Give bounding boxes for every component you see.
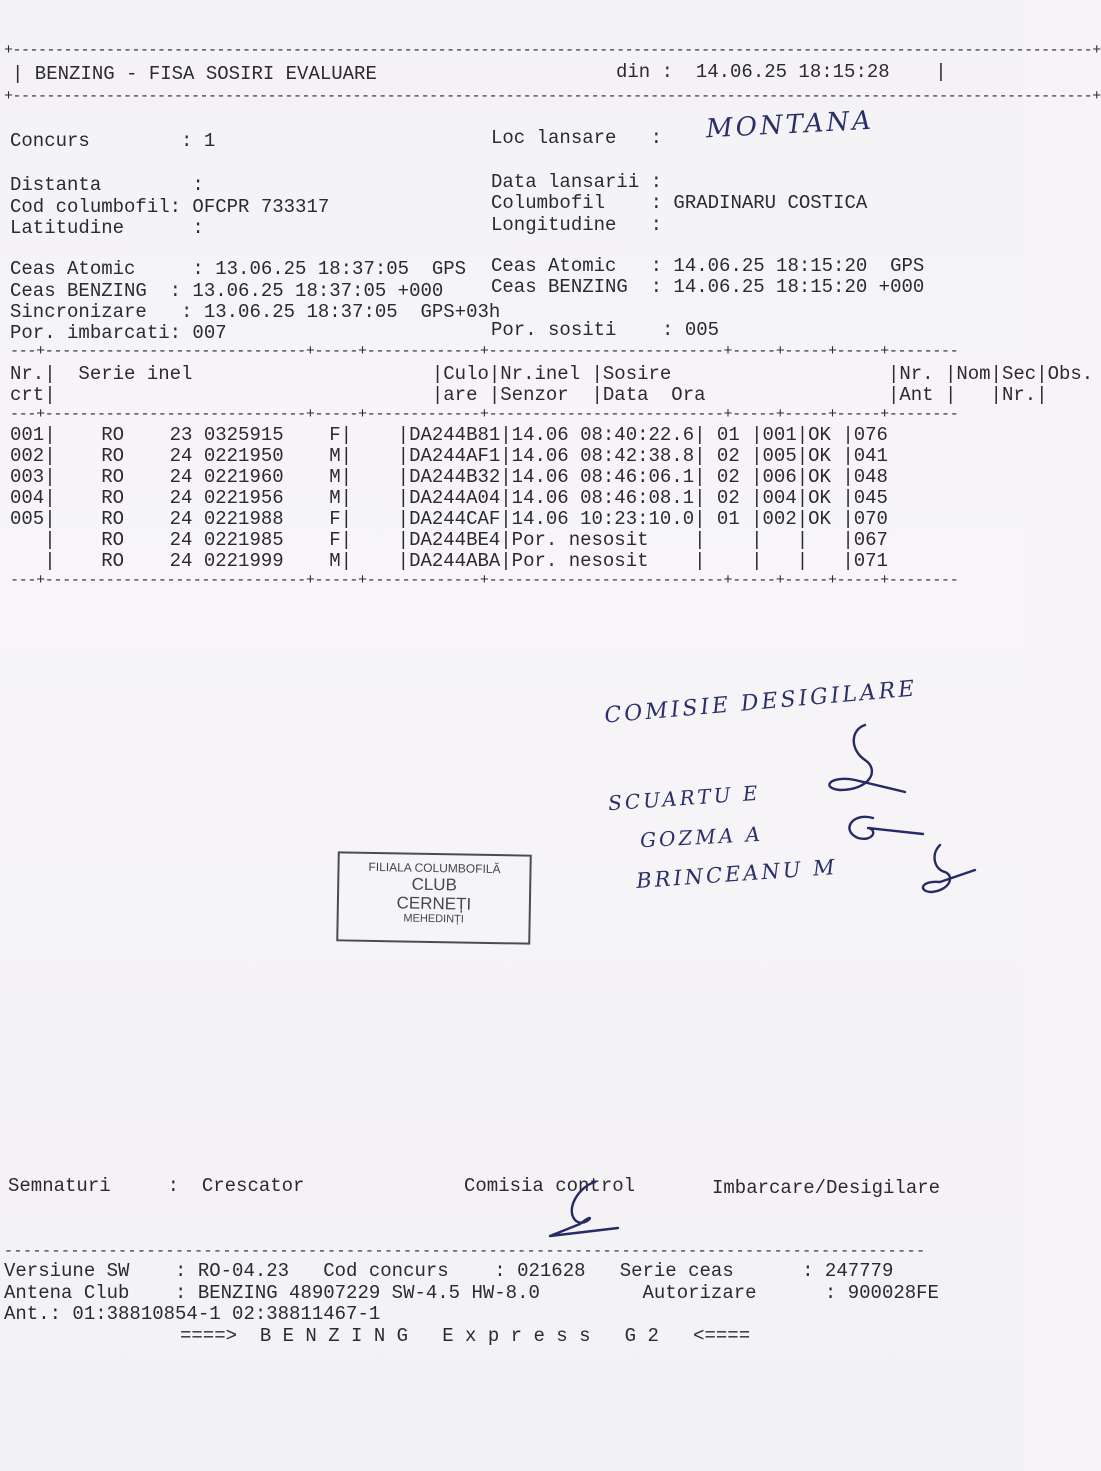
por-imbarcati-line: Por. imbarcati: 007: [10, 322, 227, 344]
table-row: | RO 24 0221985 F| |DA244BE4|Por. nesosit | | | |067: [10, 529, 888, 551]
table-row: 001| RO 23 0325915 F| |DA244B81|14.06 08:40:22.6| 01 |001|OK |076: [10, 424, 888, 446]
club-stamp: [336, 851, 532, 944]
loc-lansare-handwritten: MONTANA: [705, 105, 875, 145]
por-sositi-line: Por. sositi : 005: [491, 319, 720, 341]
footer-separator: -------------------------------------------------------------------------------------------------: [4, 1243, 926, 1260]
semnaturi-line: Semnaturi : Crescator: [8, 1175, 305, 1197]
comisia-control-label: Comisia control: [464, 1175, 636, 1197]
benzing-express-banner: ====> B E N Z I N G E x p r e s s G 2 <====: [180, 1325, 751, 1347]
stamp-line-1: FILIALA COLUMBOFILĂ: [368, 859, 501, 877]
signature-3: [910, 840, 980, 900]
stamp-line-4: MEHEDINȚI: [403, 912, 464, 926]
table-row: | RO 24 0221999 M| |DA244ABA|Por. nesosit | | | |071: [10, 550, 888, 572]
table-row: 005| RO 24 0221988 F| |DA244CAF|14.06 10:23:10.0| 01 |002|OK |070: [10, 508, 888, 530]
stamp-line-2: CLUB: [411, 874, 458, 895]
columbofil-line: Columbofil : GRADINARU COSTICA: [491, 192, 868, 214]
report-date: din : 14.06.25 18:15:28 |: [616, 61, 947, 83]
table-sep-mid: ---+------------------------------+-----+-------------+---------------------------+-----+-----+-----+--------: [10, 406, 959, 423]
table-sep-bottom: ---+------------------------------+-----+-------------+---------------------------+-----+-----+-----+--------: [10, 572, 959, 589]
latitudine-line: Latitudine :: [10, 217, 204, 239]
cod-columbofil-line: Cod columbofil: OFCPR 733317: [10, 196, 330, 218]
table-row: 004| RO 24 0221956 M| |DA244A04|14.06 08:46:08.1| 02 |004|OK |045: [10, 487, 888, 509]
loc-lansare-label: Loc lansare :: [491, 127, 663, 149]
signature-1: [810, 720, 920, 805]
concurs-line: Concurs : 1: [10, 130, 216, 152]
table-row: 003| RO 24 0221960 M| |DA244B32|14.06 08:46:06.1| 02 |006|OK |048: [10, 466, 888, 488]
commission-member-1: SCUARTU E: [607, 780, 762, 816]
data-lansarii-line: Data lansarii :: [491, 171, 663, 193]
header-border-bottom: +-------------------------------------------------------------------------------------------------------------------------------+: [4, 88, 1101, 105]
commission-member-2: GOZMA A: [639, 821, 764, 853]
antena-line: Antena Club : BENZING 48907229 SW-4.5 HW-8.0 Autorizare : 900028FE: [4, 1282, 939, 1304]
ceas-benzing-left: Ceas BENZING : 13.06.25 18:37:05 +000: [10, 280, 444, 302]
report-title: | BENZING - FISA SOSIRI EVALUARE: [12, 63, 377, 85]
ant-line: Ant.: 01:38810854-1 02:38811467-1: [4, 1303, 381, 1325]
imbarcare-label: Imbarcare/Desigilare: [712, 1177, 941, 1199]
table-sep-top: ---+------------------------------+-----+-------------+---------------------------+-----+-----+-----+--------: [10, 343, 959, 360]
ceas-benzing-right: Ceas BENZING : 14.06.25 18:15:20 +000: [491, 276, 925, 298]
distanta-line: Distanta :: [10, 174, 204, 196]
signature-comisia: [540, 1178, 630, 1248]
longitudine-line: Longitudine :: [491, 214, 663, 236]
table-row: 002| RO 24 0221950 M| |DA244AF1|14.06 08:42:38.8| 02 |005|OK |041: [10, 445, 888, 467]
ceas-atomic-right: Ceas Atomic : 14.06.25 18:15:20 GPS: [491, 255, 925, 277]
stamp-line-3: CERNEȚI: [396, 893, 472, 914]
commission-member-3: BRINCEANU M: [635, 854, 839, 894]
table-header-row-1: Nr.| Serie inel |Culo|Nr.inel |Sosire |Nr. |Nom|Sec|Obs.: [10, 363, 1094, 385]
commission-handwritten-title: COMISIE DESIGILARE: [603, 676, 919, 729]
header-border-top: +-------------------------------------------------------------------------------------------------------------------------------+: [4, 42, 1101, 59]
sincronizare-line: Sincronizare : 13.06.25 18:37:05 GPS+03h: [10, 301, 501, 323]
versiune-line: Versiune SW : RO-04.23 Cod concurs : 021628 Serie ceas : 247779: [4, 1260, 894, 1282]
table-header-row-2: crt| |are |Senzor |Data Ora |Ant | |Nr.|: [10, 384, 1048, 406]
ceas-atomic-left: Ceas Atomic : 13.06.25 18:37:05 GPS: [10, 258, 467, 280]
